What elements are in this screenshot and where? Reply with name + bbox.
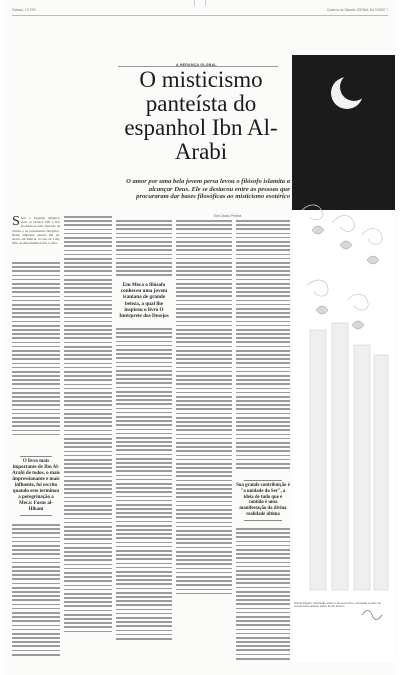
- artist-signature: [362, 611, 382, 620]
- header-rule: [12, 15, 388, 16]
- article-text-lines-5b: [236, 528, 290, 662]
- article-opening-text: Sob a Espanha islâmica, entre os séculos VIII e XV, produziu-se uma explosão de cultura e de pensamento filosófico. Nesse ambiente nasceu Ibn Al-Arabi, em Múrcia, no ano de 1165, filho de uma família nobre e culta.: [12, 216, 60, 246]
- illustration-artwork: [292, 55, 395, 662]
- pull-quote-1-text: O livro mais importante de Ibn Al-Arabi de todos, o mais impressionante e mais influente, foi escrito quando este terminou a peregrinação a Meca: Fusus al-Hikam: [12, 459, 60, 512]
- article-text-lines-3a: [116, 220, 172, 279]
- page-header: [4, 6, 396, 16]
- article-text-lines-5a: [236, 220, 290, 471]
- ornament-bows: [312, 226, 379, 329]
- article-deck: O amor por uma bela jovem persa levou o filósofo islamita a alcançar Deus. Ele se destacou entre as pessoas que procuraram dar bases filosóficas ao misticismo esotérico: [126, 178, 290, 201]
- pull-quote-3-text: Sua grande contribuição é "a unidade do Ser", a ideia de tudo que é contido é uma manifestação da divina realidade última: [236, 483, 290, 517]
- illustration: [292, 55, 395, 662]
- drop-cap: S: [12, 216, 20, 229]
- article-headline: O misticismo panteísta do espanhol Ibn Al-Arabi: [124, 67, 278, 164]
- pull-quote-2-text: Em Meca o filósofo conheceu uma jovem iraniana de grande beleza, a qual lhe inspirou o livro O Intérprete dos Desejos: [119, 282, 169, 320]
- pull-quote-1: [12, 454, 60, 518]
- section-label: A HERANÇA GLOBAL: [176, 63, 217, 67]
- article-text-lines-1: [12, 262, 60, 438]
- article-text-lines-2: [64, 216, 112, 635]
- header-date: Sábado, 17/7/99: [12, 8, 36, 12]
- article-text-lines-4a: [176, 220, 232, 597]
- pillars: [310, 323, 388, 590]
- newspaper-page: [4, 0, 396, 675]
- illustration-caption: Nicola Pagani, ilustração sobre o tema do livro, recriação a partir de ornamentos árabes sobre fundo branco: [294, 601, 381, 609]
- pull-quote-2: [118, 282, 170, 319]
- article-text-lines-3b: [116, 328, 172, 642]
- article-byline: Eric Cássio Pereira: [214, 214, 242, 218]
- article-text-lines-1b: [12, 524, 60, 658]
- pull-quote-3: [236, 478, 290, 523]
- header-publication: Caderno de Sábado JORNAL DA TARDE 7: [326, 8, 388, 12]
